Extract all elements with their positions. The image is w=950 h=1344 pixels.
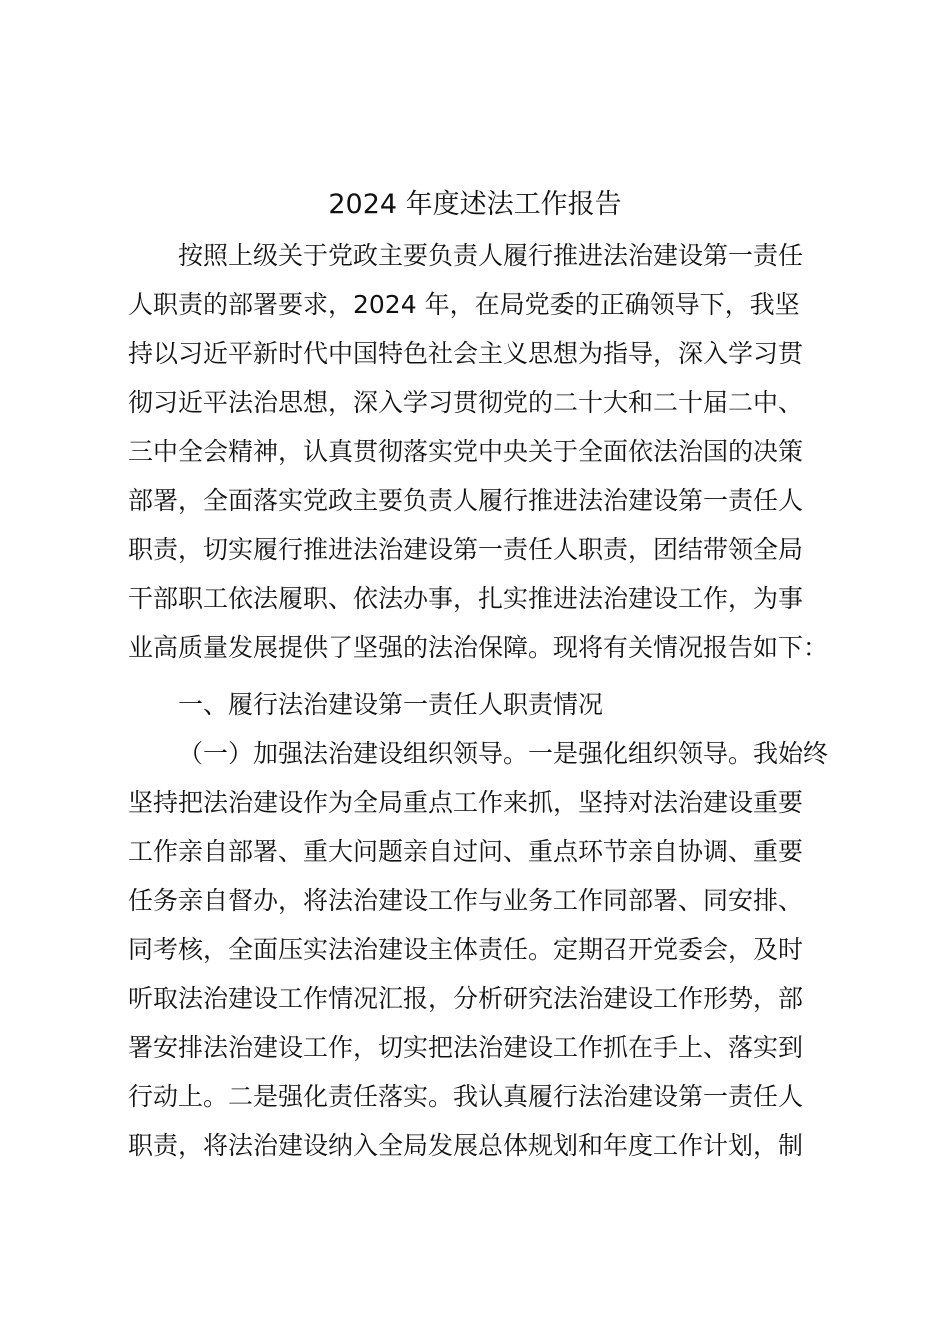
paragraph-line: 同考核，全面压实法治建设主体责任。定期召开党委会，及时 [128,935,804,964]
paragraph-line: 三中全会精神，认真贯彻落实党中央关于全面依法治国的决策 [128,437,804,466]
paragraph-line: 业高质量发展提供了坚强的法治保障。现将有关情况报告如下： [128,633,829,662]
paragraph-line: 职责，将法治建设纳入全局发展总体规划和年度工作计划，制 [128,1131,804,1160]
document-title: 2024 年度述法工作报告 [328,189,622,220]
paragraph-line: 工作亲自部署、重大问题亲自过问、重点环节亲自协调、重要 [128,837,804,866]
paragraph-line: 干部职工依法履职、依法办事，扎实推进法治建设工作，为事 [128,584,804,613]
paragraph-line: 按照上级关于党政主要负责人履行推进法治建设第一责任 [178,241,804,270]
paragraph-line: 人职责的部署要求，2024 年，在局党委的正确领导下，我坚 [128,290,800,319]
paragraph-line: 持以习近平新时代中国特色社会主义思想为指导，深入学习贯 [128,339,804,368]
paragraph-line: 职责，切实履行推进法治建设第一责任人职责，团结带领全局 [128,535,804,564]
section-heading: 一、履行法治建设第一责任人职责情况 [178,690,604,719]
paragraph-line: 部署，全面落实党政主要负责人履行推进法治建设第一责任人 [128,486,804,515]
paragraph-line: 行动上。二是强化责任落实。我认真履行法治建设第一责任人 [128,1082,804,1111]
paragraph-line: 彻习近平法治思想，深入学习贯彻党的二十大和二十届二中、 [128,388,804,417]
paragraph-line: 任务亲自督办，将法治建设工作与业务工作同部署、同安排、 [128,886,804,915]
paragraph-line: 坚持把法治建设作为全局重点工作来抓，坚持对法治建设重要 [128,788,804,817]
paragraph-line: 署安排法治建设工作，切实把法治建设工作抓在手上、落实到 [128,1033,804,1062]
paragraph-line: （一）加强法治建设组织领导。一是强化组织领导。我始终 [178,739,829,768]
paragraph-line: 听取法治建设工作情况汇报，分析研究法治建设工作形势，部 [128,984,804,1013]
